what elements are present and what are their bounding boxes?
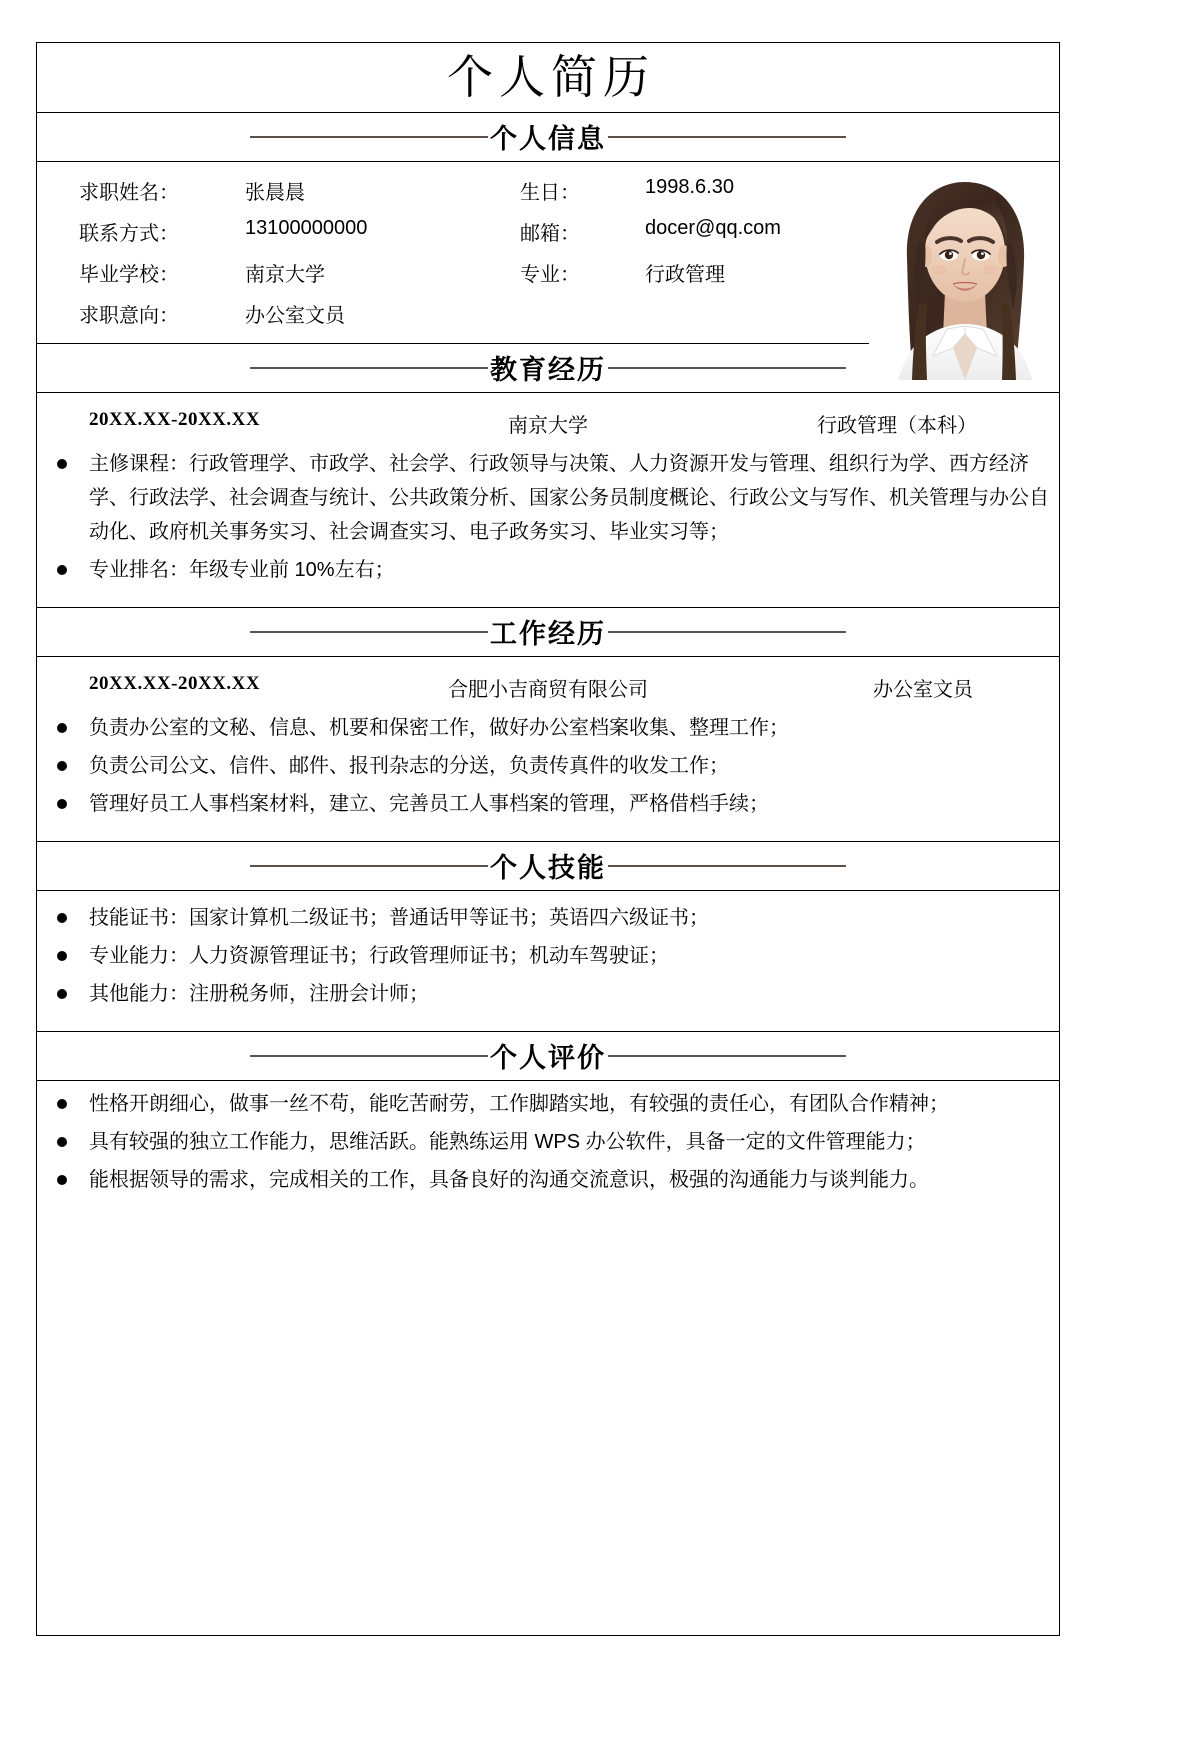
email-label: 邮箱： [520, 223, 580, 245]
list-item [37, 939, 1059, 973]
bullet-dot-icon [57, 565, 67, 575]
major-value: 行政管理 [645, 264, 725, 286]
education-entry-organization: 南京大学 [508, 415, 588, 437]
evaluation-bullets [37, 1081, 1059, 1211]
name-label: 求职姓名： [79, 182, 179, 204]
list-item [37, 901, 1059, 935]
info-row-school [37, 258, 877, 299]
list-item [37, 1087, 1059, 1121]
work-bullets [37, 705, 1059, 835]
education-entry-role: 行政管理（本科） [817, 415, 977, 437]
personal-info-grid [37, 162, 877, 340]
list-item [37, 1163, 1059, 1197]
list-item-text: 其他能力：注册税务师，注册会计师； [89, 983, 429, 1005]
section-rule-left [250, 136, 488, 138]
list-item-text: 负责公司公文、信件、邮件、报刊杂志的分送，负责传真件的收发工作； [89, 755, 729, 777]
bullet-dot-icon [57, 913, 67, 923]
section-title-education: 教育经历 [490, 354, 606, 385]
list-item [37, 711, 1059, 745]
list-item [37, 749, 1059, 783]
section-rule-right [608, 367, 846, 369]
list-item [37, 787, 1059, 821]
major-label: 专业： [520, 264, 580, 286]
list-item [37, 553, 1059, 587]
objective-label: 求职意向： [79, 305, 179, 327]
section-title-work: 工作经历 [490, 618, 606, 649]
section-rule-right [608, 865, 846, 867]
school-label: 毕业学校： [79, 264, 179, 286]
email-value: docer@qq.com [645, 217, 781, 239]
info-row-objective [37, 299, 877, 340]
education-entry-date: 20XX.XX-20XX.XX [89, 409, 261, 430]
section-rule-right [608, 136, 846, 138]
bullet-dot-icon [57, 989, 67, 999]
personal-info-block [37, 162, 1059, 344]
list-item-text: 主修课程：行政管理学、市政学、社会学、行政领导与决策、人力资源开发与管理、组织行为学、西方经济学、行政法学、社会调查与统计、公共政策分析、国家公务员制度概论、行政公文与写作、机关管理与办公自动化、政府机关事务实习、社会调查实习、电子政务实习、毕业实习等； [89, 453, 1049, 543]
work-block [37, 657, 1059, 842]
bullet-dot-icon [57, 951, 67, 961]
section-rule-left [250, 865, 488, 867]
section-title-personal-info: 个人信息 [490, 123, 606, 154]
phone-value: 13100000000 [245, 217, 368, 239]
name-value: 张晨晨 [245, 182, 305, 204]
resume-table [36, 42, 1060, 1636]
list-item-text: 性格开朗细心，做事一丝不苟，能吃苦耐劳，工作脚踏实地，有较强的责任心，有团队合作精神； [89, 1093, 949, 1115]
section-rule-left [250, 1055, 488, 1057]
education-bullets [37, 441, 1059, 601]
birthday-label: 生日： [520, 182, 580, 204]
section-rule-right [608, 1055, 846, 1057]
birthday-value: 1998.6.30 [645, 176, 734, 198]
section-rule-left [250, 631, 488, 633]
list-item-text: 技能证书：国家计算机二级证书；普通话甲等证书；英语四六级证书； [89, 907, 709, 929]
section-rule-right [608, 631, 846, 633]
section-header-personal-info [37, 113, 1059, 162]
bullet-dot-icon [57, 1099, 67, 1109]
section-title-skills: 个人技能 [490, 852, 606, 883]
bullet-dot-icon [57, 761, 67, 771]
evaluation-block [37, 1081, 1059, 1751]
list-item-text: 能根据领导的需求，完成相关的工作，具备良好的沟通交流意识，极强的沟通能力与谈判能力。 [89, 1169, 929, 1191]
skills-bullets [37, 895, 1059, 1025]
skills-block [37, 891, 1059, 1032]
list-item-text: 负责办公室的文秘、信息、机要和保密工作，做好办公室档案收集、整理工作； [89, 717, 789, 739]
phone-label: 联系方式： [79, 223, 179, 245]
list-item-text: 专业排名：年级专业前 10%左右； [89, 559, 395, 581]
work-entry [37, 661, 1059, 705]
section-header-work [37, 608, 1059, 657]
section-title-evaluation: 个人评价 [490, 1042, 606, 1073]
work-entry-date: 20XX.XX-20XX.XX [89, 673, 261, 694]
bullet-dot-icon [57, 723, 67, 733]
list-item-text: 具有较强的独立工作能力，思维活跃。能熟练运用 WPS 办公软件，具备一定的文件管理能力； [89, 1131, 926, 1153]
document-title-row [37, 43, 1059, 113]
list-item [37, 447, 1059, 549]
info-row-name [37, 176, 877, 217]
bullet-dot-icon [57, 1137, 67, 1147]
objective-value: 办公室文员 [245, 305, 345, 327]
info-row-contact [37, 217, 877, 258]
list-item [37, 1125, 1059, 1159]
list-item-text: 专业能力：人力资源管理证书；行政管理师证书；机动车驾驶证； [89, 945, 669, 967]
bullet-dot-icon [57, 1175, 67, 1185]
section-header-skills [37, 842, 1059, 891]
list-item [37, 977, 1059, 1011]
list-item-text: 管理好员工人事档案材料，建立、完善员工人事档案的管理，严格借档手续； [89, 793, 769, 815]
empty-space [37, 1211, 1059, 1751]
section-header-education [37, 344, 1059, 393]
school-value: 南京大学 [245, 264, 325, 286]
section-rule-left [250, 367, 488, 369]
section-header-evaluation [37, 1032, 1059, 1081]
bullet-dot-icon [57, 459, 67, 469]
education-entry [37, 397, 1059, 441]
page-title: 个人简历 [447, 51, 655, 103]
education-block [37, 393, 1059, 608]
work-entry-organization: 合肥小吉商贸有限公司 [448, 679, 648, 701]
bullet-dot-icon [57, 799, 67, 809]
work-entry-role: 办公室文员 [873, 679, 973, 701]
